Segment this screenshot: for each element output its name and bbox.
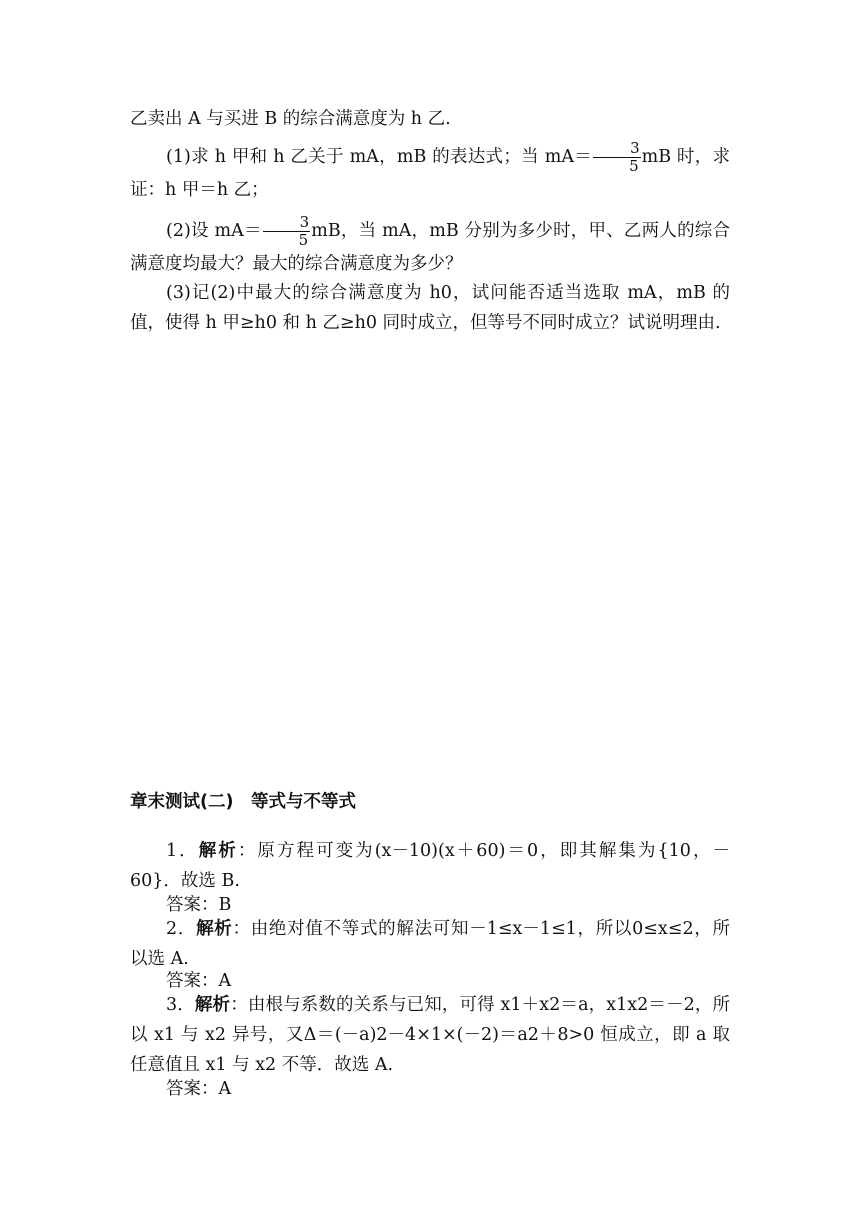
answer-number: 2．: [166, 919, 197, 939]
fraction-denominator: 5: [298, 231, 309, 249]
answer-2-result: 答案：A: [166, 971, 232, 991]
answer-2: [130, 914, 730, 974]
fraction-3-5: [263, 214, 311, 249]
question-3: (3)记(2)中最大的综合满意度为 h0，试问能否适当选取 mA，mB 的值，使得 h 甲≥h0 和 h 乙≥h0 同时成立，但等号不同时成立？试说明理由.: [130, 283, 730, 333]
analysis-text: ：原方程可变为(x－10)(x＋60)＝0，即其解集为{10，－60}．故选 B.: [130, 841, 731, 891]
analysis-label: 解析: [194, 995, 231, 1015]
answer-1: [130, 836, 730, 896]
answer-1-result: 答案：B: [166, 895, 232, 915]
section-title: 章末测试(二) 等式与不等式: [130, 792, 356, 812]
question-1-text-a: (1)求 h 甲和 h 乙关于 mA，mB 的表达式；当 mA＝: [166, 147, 593, 167]
fraction-3-5: [593, 140, 641, 175]
question-1-text-b: mB 时，求证：h 甲＝h 乙；: [130, 147, 730, 200]
analysis-label: 解析: [196, 919, 233, 939]
fraction-denominator: 5: [629, 157, 639, 175]
answer-3-result: 答案：A: [166, 1079, 232, 1099]
analysis-text: ：由绝对值不等式的解法可知－1≤x－1≤1，所以0≤x≤2，所以选 A.: [130, 919, 731, 969]
answer-number: 3．: [166, 995, 195, 1015]
fraction-numerator: 3: [593, 140, 641, 158]
analysis-text: ：由根与系数的关系与已知，可得 x1＋x2＝a，x1x2＝－2，所以 x1 与 x2 异号，又Δ＝(－a)2－4×1×(－2)＝a2＋8>0 恒成立，即 a 取任意值且 x1 与 x2 不等．故选 A.: [130, 995, 730, 1075]
question-2: [130, 214, 730, 279]
question-2-text-b: mB，当 mA，mB 分别为多少时，甲、乙两人的综合满意度均最大？最大的综合满意度为多少？: [130, 221, 731, 274]
question-1: [130, 140, 730, 205]
answer-3: [130, 990, 730, 1080]
analysis-label: 解析: [198, 841, 238, 861]
fraction-numerator: 3: [263, 214, 311, 232]
question-2-text-a: (2)设 mA＝: [166, 221, 262, 241]
problem-intro-line: 乙卖出 A 与买进 B 的综合满意度为 h 乙.: [130, 109, 451, 129]
answer-number: 1．: [166, 841, 199, 861]
